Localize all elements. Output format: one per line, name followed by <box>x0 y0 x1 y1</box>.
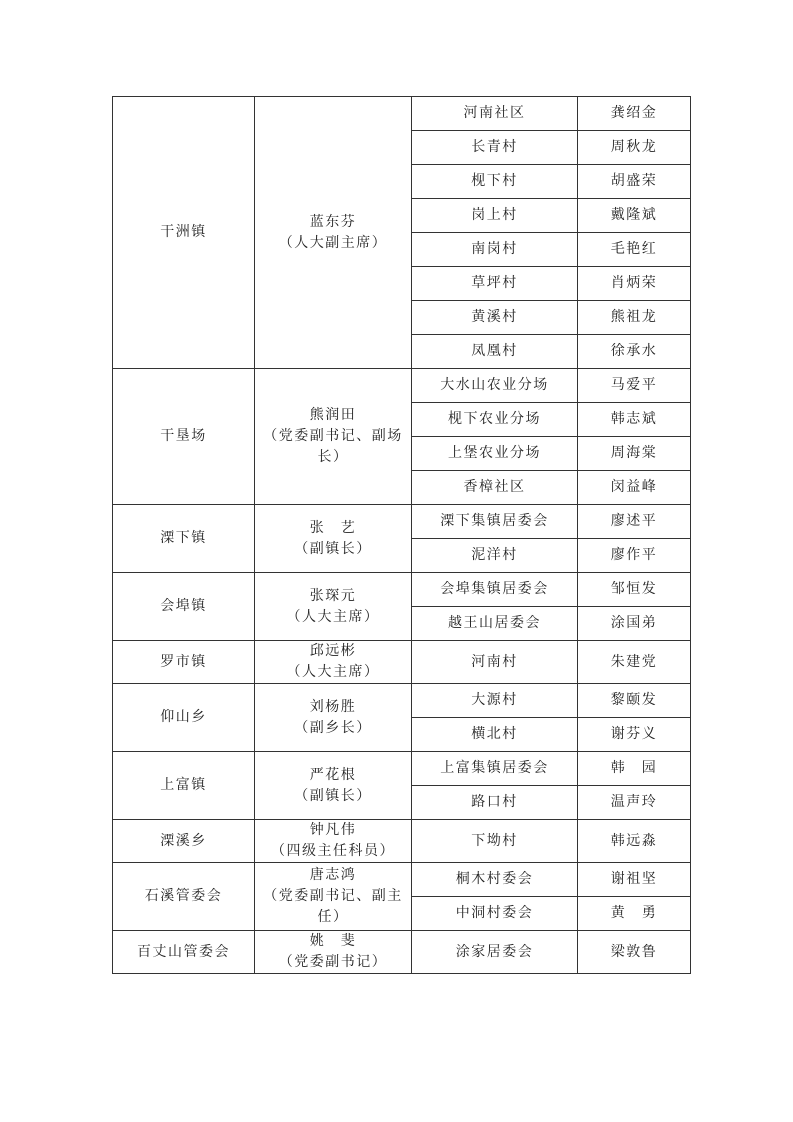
person-cell: 朱建党 <box>578 641 691 684</box>
leader-name: 唐志鸿 <box>309 867 357 883</box>
leader-title: 任） <box>317 909 349 925</box>
table-row <box>113 752 691 786</box>
person-cell: 黎颐发 <box>578 684 691 718</box>
leader-title: 长） <box>317 449 349 465</box>
village-cell: 溧下集镇居委会 <box>412 505 578 539</box>
person-cell: 涂国弟 <box>578 607 691 641</box>
unit-cell: 百丈山管委会 <box>113 931 255 974</box>
person-cell: 廖述平 <box>578 505 691 539</box>
leader-title: （四级主任科员） <box>271 843 395 859</box>
leader-title: （副镇长） <box>294 787 372 804</box>
village-cell: 长青村 <box>412 131 578 165</box>
village-cell: 河南社区 <box>412 97 578 131</box>
person-cell: 黄 勇 <box>578 897 691 931</box>
person-cell: 周海棠 <box>578 437 691 471</box>
leader-title: （人大主席） <box>286 608 380 625</box>
village-cell: 上富集镇居委会 <box>412 752 578 786</box>
person-cell: 周秋龙 <box>578 131 691 165</box>
table-row <box>113 97 691 131</box>
village-cell: 南岗村 <box>412 233 578 267</box>
unit-cell: 石溪管委会 <box>113 863 255 931</box>
village-cell: 越王山居委会 <box>412 607 578 641</box>
village-cell: 枧下农业分场 <box>412 403 578 437</box>
leader-cell <box>255 573 412 641</box>
table-body <box>113 97 691 974</box>
village-cell: 香樟社区 <box>412 471 578 505</box>
person-cell: 邹恒发 <box>578 573 691 607</box>
leader-cell <box>255 97 412 369</box>
leader-cell <box>255 752 412 820</box>
village-cell: 黄溪村 <box>412 301 578 335</box>
village-cell: 会埠集镇居委会 <box>412 573 578 607</box>
unit-cell: 溧溪乡 <box>113 820 255 863</box>
leader-title: （副乡长） <box>294 719 372 736</box>
person-cell: 马爱平 <box>578 369 691 403</box>
leader-name: 熊润田 <box>309 407 357 423</box>
person-cell: 韩 园 <box>578 752 691 786</box>
person-cell: 熊祖龙 <box>578 301 691 335</box>
person-cell: 韩志斌 <box>578 403 691 437</box>
person-cell: 谢祖坚 <box>578 863 691 897</box>
leader-name: 张 艺 <box>309 519 357 536</box>
person-cell: 梁敦鲁 <box>578 931 691 974</box>
leader-name: 邱远彬 <box>309 643 357 659</box>
village-cell: 上堡农业分场 <box>412 437 578 471</box>
leader-cell <box>255 369 412 505</box>
person-cell: 温声玲 <box>578 786 691 820</box>
person-cell: 韩远淼 <box>578 820 691 863</box>
unit-cell: 上富镇 <box>113 752 255 820</box>
table-row <box>113 931 691 974</box>
unit-cell: 仰山乡 <box>113 684 255 752</box>
leader-cell <box>255 505 412 573</box>
leader-title: （人大副主席） <box>278 234 388 251</box>
person-cell: 廖作平 <box>578 539 691 573</box>
village-cell: 大源村 <box>412 684 578 718</box>
village-cell: 中洞村委会 <box>412 897 578 931</box>
unit-cell: 罗市镇 <box>113 641 255 684</box>
table-row <box>113 641 691 684</box>
leader-name: 张琛元 <box>309 587 357 604</box>
village-cell: 河南村 <box>412 641 578 684</box>
person-cell: 戴隆斌 <box>578 199 691 233</box>
person-cell: 肖炳荣 <box>578 267 691 301</box>
leader-name: 严花根 <box>309 766 357 783</box>
table-row <box>113 684 691 718</box>
leader-name: 刘杨胜 <box>309 698 357 715</box>
village-cell: 桐木村委会 <box>412 863 578 897</box>
village-cell: 泥洋村 <box>412 539 578 573</box>
person-cell: 谢芬义 <box>578 718 691 752</box>
leader-title: （党委副书记） <box>278 954 388 970</box>
unit-cell: 溧下镇 <box>113 505 255 573</box>
leader-cell <box>255 684 412 752</box>
leader-name: 蓝东芬 <box>309 213 357 230</box>
person-cell: 毛艳红 <box>578 233 691 267</box>
village-cell: 大水山农业分场 <box>412 369 578 403</box>
unit-cell: 会埠镇 <box>113 573 255 641</box>
leader-title: （人大主席） <box>286 664 380 680</box>
leader-cell <box>255 641 412 684</box>
leader-title: （副镇长） <box>294 540 372 557</box>
table-row <box>113 573 691 607</box>
table-row <box>113 863 691 897</box>
person-cell: 龚绍金 <box>578 97 691 131</box>
village-cell: 凤凰村 <box>412 335 578 369</box>
village-cell: 草坪村 <box>412 267 578 301</box>
leader-cell <box>255 863 412 931</box>
table-row <box>113 505 691 539</box>
village-cell: 路口村 <box>412 786 578 820</box>
village-cell: 下坳村 <box>412 820 578 863</box>
village-cell: 枧下村 <box>412 165 578 199</box>
leader-title: （党委副书记、副场 <box>263 428 403 444</box>
village-cell: 岗上村 <box>412 199 578 233</box>
leader-name: 姚 斐 <box>309 933 357 949</box>
leader-name: 钟凡伟 <box>309 822 357 838</box>
leader-cell <box>255 820 412 863</box>
unit-cell: 干洲镇 <box>113 97 255 369</box>
leader-title: （党委副书记、副主 <box>263 888 403 904</box>
unit-cell: 干垦场 <box>113 369 255 505</box>
table-row <box>113 820 691 863</box>
person-cell: 胡盛荣 <box>578 165 691 199</box>
leader-cell <box>255 931 412 974</box>
assignment-table <box>112 96 691 974</box>
person-cell: 闵益峰 <box>578 471 691 505</box>
table-row <box>113 369 691 403</box>
village-cell: 横北村 <box>412 718 578 752</box>
village-cell: 涂家居委会 <box>412 931 578 974</box>
person-cell: 徐承水 <box>578 335 691 369</box>
